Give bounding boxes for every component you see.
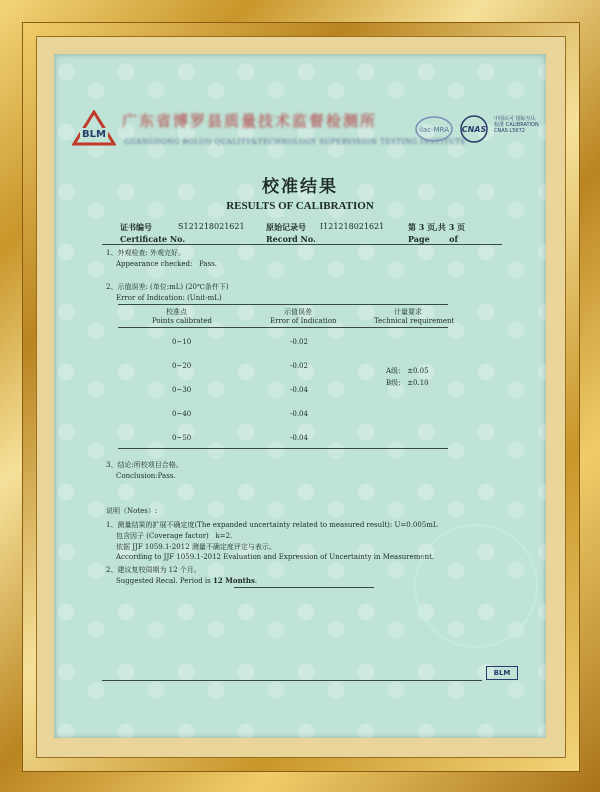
table-row-point: 0~20 <box>172 362 192 370</box>
record-number: I121218021621 <box>320 222 385 231</box>
table-row-point: 0~50 <box>172 434 192 442</box>
record-label-cn: 原始记录号 <box>266 222 306 232</box>
svg-text:BLM: BLM <box>82 129 106 140</box>
col-req-en: Technical requirement <box>374 317 455 325</box>
cert-label-en: Certificate No. <box>120 234 186 244</box>
requirement-class-b: B级: ±0.10 <box>386 379 429 387</box>
section2-heading-cn: 2、示值误差: (单位:mL) (20℃条件下) <box>106 283 229 291</box>
page-label-cn: 第 3 页,共 3 页 <box>408 222 466 232</box>
note2-recal-cn: 2、建议复校周期为 12 个月。 <box>106 566 201 574</box>
table-row-error: -0.02 <box>290 362 308 370</box>
col-error-en: Error of Indication <box>270 317 337 325</box>
footer-rule <box>102 680 482 681</box>
cnas-logo-icon <box>458 114 490 144</box>
table-row-point: 0~30 <box>172 386 192 394</box>
table-top-rule <box>118 304 448 305</box>
blm-footer-mark: BLM <box>486 666 518 680</box>
title-en: RESULTS OF CALIBRATION <box>226 200 374 212</box>
title-cn: 校准结果 <box>262 177 338 197</box>
table-row-error: -0.04 <box>290 434 308 442</box>
section2-heading-en: Error of Indication: (Unit-mL) <box>116 294 222 302</box>
note1-basis-cn: 依据 JJF 1059.1-2012 测量不确定度评定与表示。 <box>116 543 276 551</box>
institute-name-en: GUANGDONG BOLUO QUALITY&TECHNOLOGY SUPERVISION TESTING INSTITUTE <box>124 138 467 146</box>
record-label-en: Record No. <box>266 234 316 244</box>
table-header-rule <box>118 327 448 328</box>
col-points-cn: 校准点 <box>166 308 187 316</box>
header-rule <box>102 244 502 245</box>
blm-logo-icon <box>72 110 116 146</box>
table-row-point: 0~40 <box>172 410 192 418</box>
cert-label-cn: 证书编号 <box>120 222 152 232</box>
cnas-accreditation-text: 中国认可 国际互认 校准 CALIBRATION CNAS L5672 <box>494 116 539 134</box>
table-row-error: -0.02 <box>290 338 308 346</box>
svg-text:CNAS: CNAS <box>461 125 487 134</box>
section3-heading-en: Conclusion:Pass. <box>116 472 176 480</box>
col-error-cn: 示值误差 <box>284 308 312 316</box>
table-row-point: 0~10 <box>172 338 192 346</box>
page-label-en: Page of <box>408 234 458 244</box>
requirement-class-a: A级: ±0.05 <box>386 367 429 375</box>
table-bottom-rule <box>118 448 448 449</box>
svg-text:ilac-MRA: ilac-MRA <box>419 126 449 134</box>
section1-heading-cn: 1、外观检查: 外观完好。 <box>106 249 186 257</box>
certificate-page <box>54 54 546 738</box>
official-seal-stamp <box>414 524 538 648</box>
section1-heading-en: Appearance checked: Pass. <box>116 260 218 268</box>
note1-coverage-factor: 包含因子 (Coverage factor) k=2. <box>116 532 233 540</box>
col-req-cn: 计量要求 <box>394 308 422 316</box>
note2-recal-en: Suggested Recal. Period is 12 Months. <box>116 576 258 585</box>
note1-uncertainty: 1、测量结果的扩展不确定度(The expanded uncertainty related to measured result): U=0.005mL <box>106 521 438 529</box>
col-points-en: Points calibrated <box>152 317 213 325</box>
institute-name-cn: 广东省博罗县质量技术监督检测所 <box>122 112 378 130</box>
note2-underline <box>234 587 374 588</box>
notes-heading: 说明（Notes）: <box>106 507 158 515</box>
note1-basis-en: According to JJF 1059.1-2012 Evaluation and Expression of Uncertainty in Measurement. <box>116 553 435 561</box>
table-row-error: -0.04 <box>290 386 308 394</box>
ilac-mra-logo-icon <box>414 114 454 144</box>
table-row-error: -0.04 <box>290 410 308 418</box>
cert-number: S121218021621 <box>178 222 245 231</box>
section3-heading-cn: 3、结论:所校项目合格。 <box>106 461 183 469</box>
